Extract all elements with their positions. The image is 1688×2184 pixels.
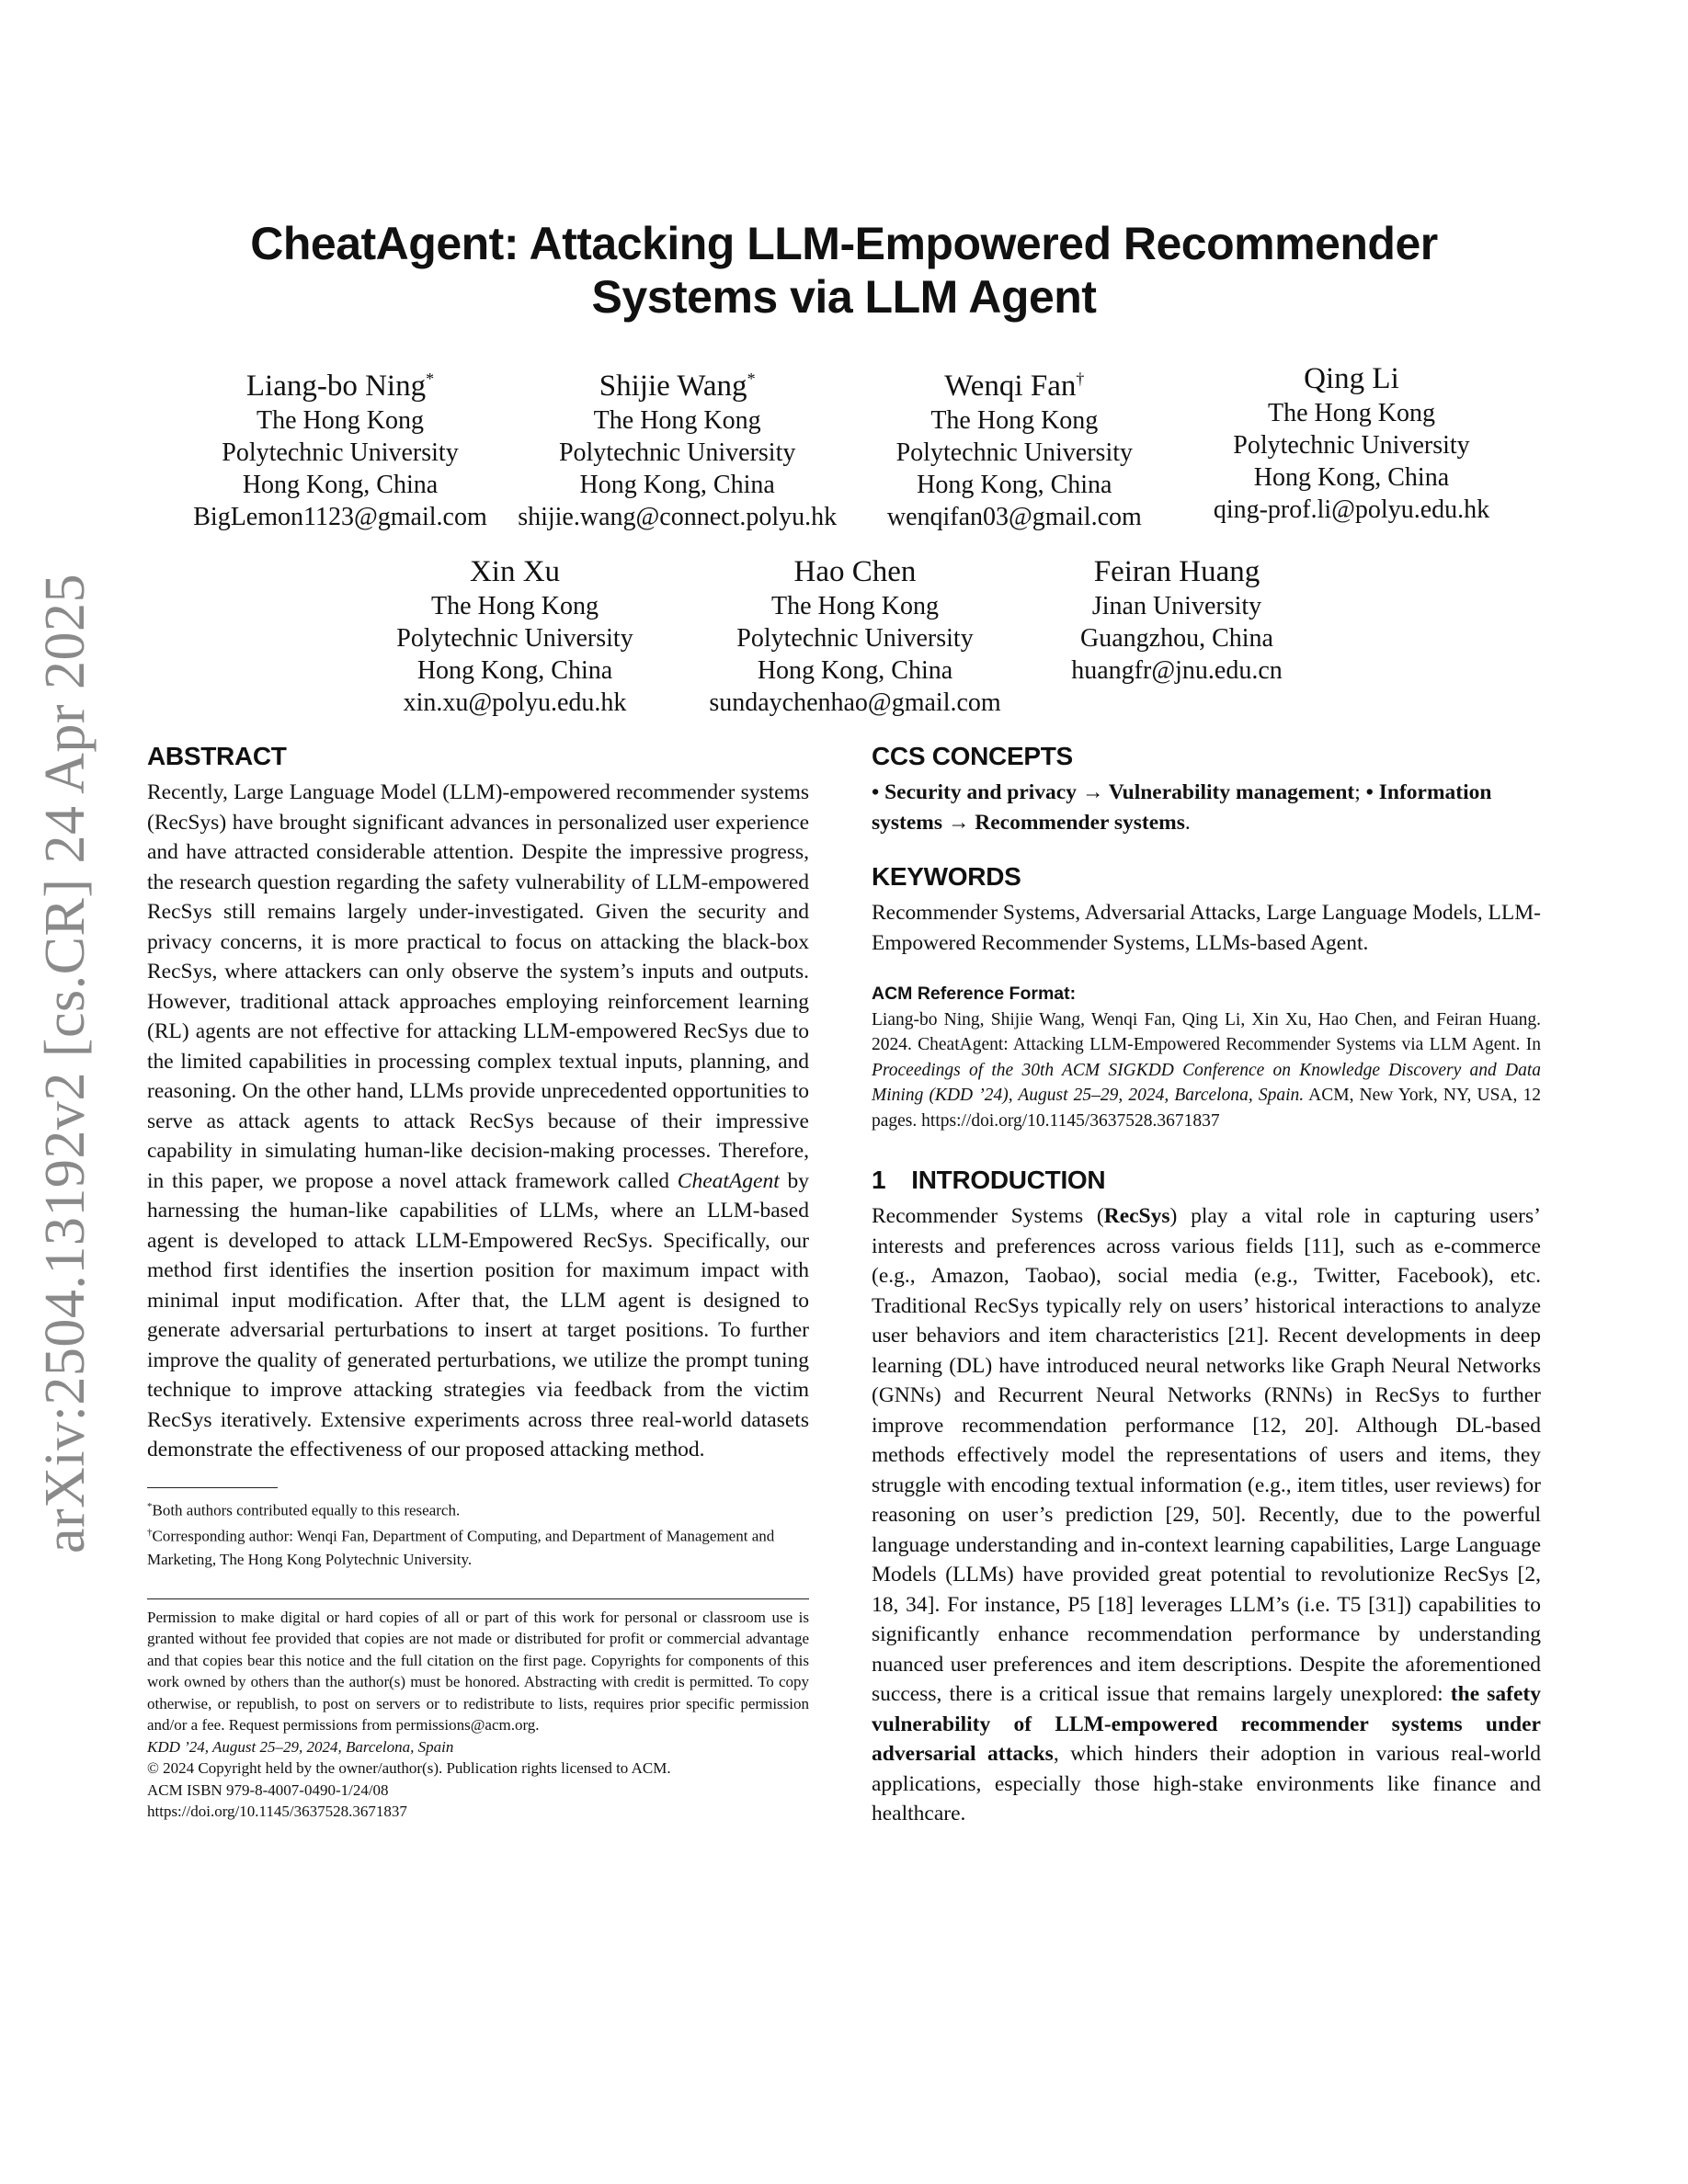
intro-bold-claim: the safety vulnerability of LLM-empowered recommender systems under adversarial attacks	[872, 1682, 1541, 1766]
footnote-mark: *	[147, 1500, 153, 1512]
acm-reference-heading: ACM Reference Format:	[872, 984, 1077, 1004]
footnote-equal-contribution	[147, 1496, 809, 1522]
framework-name: CheatAgent	[677, 1168, 780, 1193]
author-name: Liang-bo Ning	[245, 370, 427, 403]
author-email[interactable]: qing-prof.li@polyu.edu.hk	[1213, 495, 1490, 524]
author-location: Hong Kong, China	[757, 656, 953, 685]
abstract-text-part: by harnessing the human-like capabilities of LLMs, where an LLM-based agent is developed to attack LLM-Empowered RecSys. Specifically, our method first identifies the insertion position for maximum impact with minimal input modification. After that, the LLM agent is designed to generate adversarial perturbations to insert at target positions. To further improve the quality of generated perturbations, we utilize the prompt tuning technique to improve attacking strategies via feedback from the victim RecSys iteratively. Extensive experiments across three real-world datasets demonstrate the effectiveness of our proposed attacking method.	[147, 1168, 810, 1462]
ccs-concept: • Information systems → Recommender systems	[872, 780, 1492, 835]
ccs-separator: ;	[1354, 780, 1366, 804]
author-email[interactable]: sundaychenhao@gmail.com	[709, 688, 1001, 717]
doi-link[interactable]: https://doi.org/10.1145/3637528.3671837	[147, 1803, 407, 1821]
author-block	[175, 360, 506, 533]
authors-row-2	[368, 553, 1306, 719]
author-block	[849, 360, 1180, 533]
footnote-divider	[147, 1487, 278, 1488]
author-affiliation: Jinan University	[1091, 592, 1262, 620]
author-affiliation: Polytechnic University	[396, 624, 633, 653]
conference-info: KDD ’24, August 25–29, 2024, Barcelona, Spain	[147, 1737, 454, 1756]
ccs-concepts	[872, 778, 1541, 837]
introduction-heading	[872, 1165, 1541, 1196]
right-column	[872, 741, 1541, 1829]
author-location: Hong Kong, China	[242, 471, 439, 499]
author-name: Shijie Wang	[599, 370, 747, 403]
author-affiliation: Polytechnic University	[1233, 431, 1470, 460]
author-name: Xin Xu	[469, 555, 561, 588]
reference-venue: Proceedings of the 30th ACM SIGKDD Conference on Knowledge Discovery and Data Mining (KDD ’24), August 25–29, 2024, Barcelona, Spain.	[872, 1060, 1541, 1105]
author-affiliation: The Hong Kong	[1267, 399, 1435, 427]
title-line-1: CheatAgent: Attacking LLM-Empowered Recommender	[250, 218, 1438, 269]
permission-divider	[147, 1598, 809, 1599]
arxiv-identifier-stamp: arXiv:2504.13192v2 [cs.CR] 24 Apr 2025	[34, 573, 97, 1553]
introduction-paragraph	[872, 1201, 1541, 1829]
author-mark: *	[747, 370, 756, 388]
left-column	[147, 741, 809, 1823]
author-affiliation: The Hong Kong	[431, 592, 599, 620]
author-email[interactable]: BigLemon1123@gmail.com	[193, 503, 487, 531]
section-title: INTRODUCTION	[911, 1166, 1106, 1194]
acm-reference-text	[872, 1007, 1541, 1134]
abstract-text-part: Recently, Large Language Model (LLM)-empowered recommender systems (RecSys) have brought significant advances in personalized user experience and have attracted considerable attention. Despite the impressive progress, the research question regarding the safety vulnerability of LLM-empowered RecSys still remains largely under-investigated. Given the security and privacy concerns, it is more practical to focus on attacking the black-box RecSys, where attackers can only observe the system’s inputs and outputs. However, traditional attack approaches employing reinforcement learning (RL) agents are not effective for attacking LLM-empowered RecSys due to the limited capabilities in processing complex textual inputs, planning, and reasoning. On the other hand, LLMs provide unprecedented opportunities to serve as attack agents to attack RecSys because of their impressive capability in simulating human-like decision-making processes. Therefore, in this paper, we propose a novel attack framework called	[147, 780, 809, 1193]
author-location: Hong Kong, China	[579, 471, 775, 499]
abstract-heading: ABSTRACT	[147, 742, 287, 770]
author-email[interactable]: wenqifan03@gmail.com	[886, 503, 1142, 531]
author-location: Guangzhou, China	[1080, 624, 1273, 653]
footnote-text: Corresponding author: Wenqi Fan, Department of Computing, and Department of Management and Marketing, The Hong Kong Polytechnic University.	[147, 1527, 775, 1568]
author-block	[1186, 360, 1517, 533]
reference-text-part: Liang-bo Ning, Shijie Wang, Wenqi Fan, Qing Li, Xin Xu, Hao Chen, and Feiran Huang. 2024. CheatAgent: Attacking LLM-Empowered Recommender Systems via LLM Agent. In	[872, 1009, 1541, 1054]
ccs-end: .	[1184, 810, 1191, 835]
author-mark: *	[426, 370, 435, 388]
author-affiliation: Polytechnic University	[895, 438, 1134, 467]
footnote-text: Both authors contributed equally to this research.	[152, 1501, 461, 1519]
keywords-heading: KEYWORDS	[872, 862, 1021, 891]
footnotes	[147, 1496, 809, 1571]
author-name: Feiran Huang	[1093, 555, 1260, 588]
author-block	[699, 553, 1011, 719]
author-name: Qing Li	[1304, 362, 1399, 395]
footnote-corresponding-author	[147, 1521, 809, 1571]
abstract-text	[147, 778, 809, 1465]
author-email[interactable]: huangfr@jnu.edu.cn	[1071, 656, 1283, 685]
isbn: ACM ISBN 979-8-4007-0490-1/24/08	[147, 1780, 389, 1799]
author-block	[1048, 553, 1306, 719]
author-location: Hong Kong, China	[416, 656, 613, 685]
author-affiliation: The Hong Kong	[593, 406, 761, 435]
author-affiliation: The Hong Kong	[257, 406, 424, 435]
reference-text-part: ACM, New York, NY, USA, 12 pages. https://doi.org/10.1145/3637528.3671837	[872, 1086, 1541, 1131]
author-email[interactable]: xin.xu@polyu.edu.hk	[403, 688, 627, 717]
acm-reference	[872, 982, 1541, 1133]
ccs-heading: CCS CONCEPTS	[872, 742, 1073, 770]
intro-bold-term: RecSys	[1103, 1204, 1170, 1228]
author-location: Hong Kong, China	[1253, 463, 1450, 492]
author-location: Hong Kong, China	[917, 471, 1112, 499]
intro-text-part: , which hinders their adoption in various real-world applications, especially those high-stake environments like finance and healthcare.	[872, 1742, 1541, 1826]
footnote-mark: †	[147, 1527, 153, 1539]
keywords-text: Recommender Systems, Adversarial Attacks, Large Language Models, LLM-Empowered Recommender Systems, LLMs-based Agent.	[872, 901, 1541, 955]
copyright-notice: © 2024 Copyright held by the owner/author(s). Publication rights licensed to ACM.	[147, 1759, 671, 1778]
ccs-concept: • Security and privacy → Vulnerability management	[872, 780, 1355, 804]
intro-text-part: Recommender Systems (	[872, 1204, 1104, 1228]
authors-row-1	[175, 360, 1517, 533]
author-block	[368, 553, 662, 719]
author-name: Wenqi Fan	[944, 370, 1077, 403]
author-email[interactable]: shijie.wang@connect.polyu.hk	[518, 503, 838, 531]
author-affiliation: The Hong Kong	[930, 406, 1099, 435]
author-affiliation: The Hong Kong	[771, 592, 939, 620]
intro-text-part: ) play a vital role in capturing users’ interests and preferences across various fields [11], such as e-commerce (e.g., Amazon, Taobao), social media (e.g., Twitter, Facebook), etc. Traditional RecSys typically rely on users’ historical interactions to analyze user behaviors and item characteristics [21]. Recent developments in deep learning (DL) have introduced neural networks like Graph Neural Networks (GNNs) and Recurrent Neural Networks (RNNs) in RecSys to further improve recommendation performance [12, 20]. Although DL-based methods effectively model the representations of users and items, they struggle with encoding textual information (e.g., item titles, user reviews) for reasoning on user’s prediction [29, 50]. Recently, due to the powerful language understanding and in-context learning capabilities, Large Language Models (LLMs) have provided great potential to revolutionize RecSys [2, 18, 34]. For instance, P5 [18] leverages LLM’s (i.e. T5 [31]) capabilities to significantly enhance recommendation performance by understanding nuanced user preferences and item descriptions. Despite the aforementioned success, there is a critical issue that remains largely unexplored:	[872, 1204, 1541, 1706]
section-number: 1	[872, 1166, 886, 1194]
paper-title	[147, 217, 1541, 324]
author-name: Hao Chen	[793, 555, 917, 588]
author-affiliation: Polytechnic University	[222, 438, 459, 467]
author-affiliation: Polytechnic University	[558, 438, 796, 467]
author-affiliation: Polytechnic University	[736, 624, 974, 653]
author-mark: †	[1076, 370, 1085, 388]
title-line-2: Systems via LLM Agent	[591, 271, 1097, 323]
author-block	[512, 360, 843, 533]
permission-block	[147, 1607, 809, 1823]
permission-text: Permission to make digital or hard copies of all or part of this work for personal or classroom use is granted without fee provided that copies are not made or distributed for profit or commercial advantage and that copies bear this notice and the full citation on the first page. Copyrights for components of this work owned by others than the author(s) must be honored. Abstracting with credit is permitted. To copy otherwise, or republish, to post on servers or to redistribute to lists, requires prior specific permission and/or a fee. Request permissions from permissions@acm.org.	[147, 1608, 809, 1735]
